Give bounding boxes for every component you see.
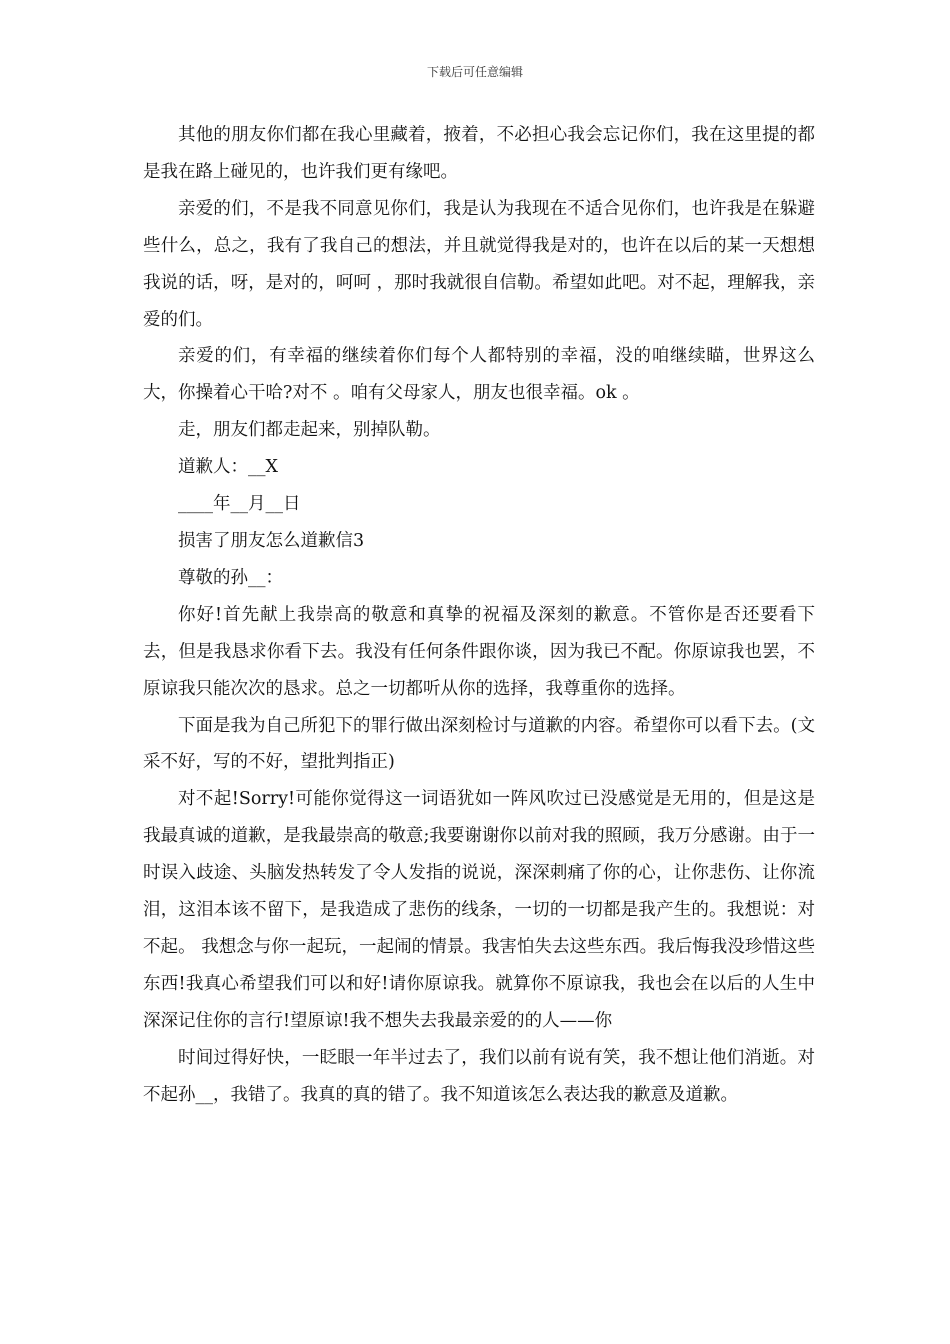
paragraph: 亲爱的们，有幸福的继续着你们每个人都特别的幸福，没的咱继续瞄，世界这么大，你操着心干哈?对不 。咱有父母家人，朋友也很幸福。ok 。 <box>143 346 815 404</box>
signature-line: 道歉人：__X <box>178 457 278 478</box>
letter-title: 损害了朋友怎么道歉信3 <box>178 530 365 551</box>
paragraph: 亲爱的们，不是我不同意见你们，我是认为我现在不适合见你们，也许我是在躲避些什么，总之，我有了我自己的想法，并且就觉得我是对的，也许在以后的某一天想想我说的话，呀，是对的，呵呵 ，那时我就很自信勒。希望如此吧。对不起，理解我，亲爱的们。 <box>143 198 815 330</box>
page-header: 下载后可任意编辑 <box>426 65 523 79</box>
document-body <box>143 117 815 1113</box>
paragraph: 对不起!Sorry!可能你觉得这一词语犹如一阵风吹过已没感觉是无用的，但是这是我最真诚的道歉，是我最崇高的敬意;我要谢谢你以前对我的照顾，我万分感谢。由于一时误入歧途、头脑发热转发了令人发指的说说，深深刺痛了你的心，让你悲伤、让你流泪，这泪本该不留下，是我造成了悲伤的线条，一切的一切都是我产生的。我想说：对不起。 我想念与你一起玩，一起闹的情景。我害怕失去这些东西。我后悔我没珍惜这些东西!我真心希望我们可以和好!请你原谅我。就算你不原谅我，我也会在以后的人生中深深记住你的言行!望原谅!我不想失去我最亲爱的的人——你 <box>143 789 815 1031</box>
paragraph: 走，朋友们都走起来，别掉队勒。 <box>178 420 441 441</box>
paragraph: 时间过得好快，一眨眼一年半过去了，我们以前有说有笑，我不想让他们消逝。对不起孙__，我错了。我真的真的错了。我不知道该怎么表达我的歉意及道歉。 <box>143 1047 815 1105</box>
paragraph: 你好!首先献上我崇高的敬意和真挚的祝福及深刻的歉意。不管你是否还要看下去，但是我恳求你看下去。我没有任何条件跟你谈，因为我已不配。你原谅我也罢，不原谅我只能次次的恳求。总之一切都听从你的选择，我尊重你的选择。 <box>143 604 815 699</box>
salutation: 尊敬的孙__： <box>178 567 283 588</box>
paragraph: 其他的朋友你们都在我心里藏着，掖着，不必担心我会忘记你们，我在这里提的都是我在路上碰见的，也许我们更有缘吧。 <box>143 125 815 182</box>
paragraph: 下面是我为自己所犯下的罪行做出深刻检讨与道歉的内容。希望你可以看下去。(文采不好，写的不好，望批判指正) <box>143 715 815 773</box>
date-line: ____年__月__日 <box>178 494 301 515</box>
